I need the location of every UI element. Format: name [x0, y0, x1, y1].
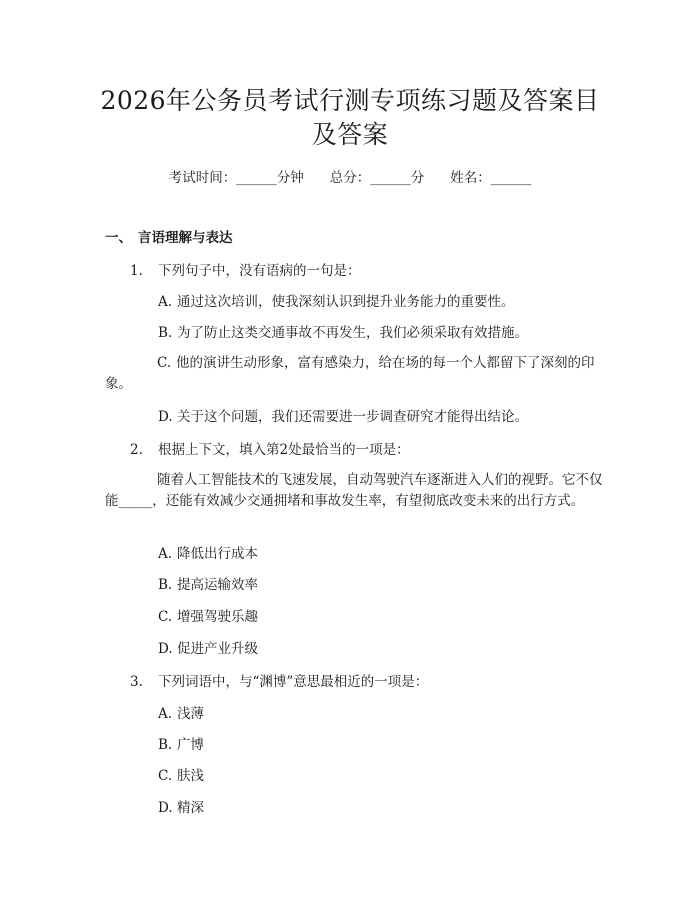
answer-option-wrapped: [105, 353, 605, 395]
answer-option: [158, 293, 515, 311]
question-text: 下列句子中，没有语病的一句是：: [158, 263, 361, 279]
option-text: 关于这个问题，我们还需要进一步调查研究才能得出结论。: [177, 409, 528, 425]
question-stem: [130, 673, 428, 691]
option-text: 他的演讲生动形象，富有感染力，给在场的每一个人都留下了深刻的印象。: [105, 355, 595, 392]
answer-option: [158, 408, 528, 426]
option-letter: B.: [158, 325, 173, 341]
answer-option: [158, 608, 258, 626]
option-text: 广博: [177, 737, 204, 753]
option-letter: D.: [158, 409, 173, 425]
question-text: 下列词语中，与“渊博”意思最相近的一项是：: [158, 674, 429, 690]
answer-option: [158, 736, 204, 754]
question-number: 2.: [130, 442, 143, 458]
option-letter: A.: [158, 546, 173, 562]
option-text: 为了防止这类交通事故不再发生，我们必须采取有效措施。: [177, 325, 528, 341]
answer-option: [158, 576, 258, 594]
option-text: 通过这次培训，使我深刻认识到提升业务能力的重要性。: [177, 294, 515, 310]
answer-option: [158, 767, 204, 785]
option-text: 降低出行成本: [177, 546, 258, 562]
answer-option: [158, 705, 204, 723]
option-letter: D.: [158, 800, 173, 816]
answer-option: [158, 324, 528, 342]
option-letter: D.: [158, 641, 173, 657]
option-letter: A.: [158, 706, 173, 722]
question-passage: [105, 470, 605, 512]
question-stem: [130, 262, 361, 280]
option-text: 肤浅: [177, 768, 204, 784]
question-number: 1.: [130, 263, 143, 279]
question-stem: [130, 441, 410, 459]
passage-text: 随着人工智能技术的飞速发展，自动驾驶汽车逐渐进入人们的视野。它不仅能_____，还能有效减少交通拥堵和事故发生率，有望彻底改变未来的出行方式。: [105, 472, 603, 509]
question-text: 根据上下文，填入第2处最恰当的一项是：: [158, 442, 410, 458]
option-text: 促进产业升级: [177, 641, 258, 657]
answer-option: [158, 545, 258, 563]
exam-score-label: 总分：______分: [329, 170, 425, 186]
section-heading: [105, 229, 233, 247]
answer-option: [158, 799, 204, 817]
option-letter: C.: [157, 355, 172, 371]
document-title: 2026年公务员考试行测专项练习题及答案目及答案: [100, 86, 600, 149]
option-letter: B.: [158, 737, 173, 753]
section-title: 言语理解与表达: [138, 230, 233, 246]
option-letter: B.: [158, 577, 173, 593]
option-text: 增强驾驶乐趣: [177, 609, 258, 625]
option-letter: A.: [158, 294, 173, 310]
question-number: 3.: [130, 674, 143, 690]
exam-time-label: 考试时间：______分钟: [168, 170, 304, 186]
option-text: 浅薄: [177, 706, 204, 722]
option-letter: C.: [158, 609, 173, 625]
exam-name-label: 姓名：______: [450, 170, 532, 186]
option-letter: C.: [158, 768, 173, 784]
option-text: 精深: [177, 800, 204, 816]
answer-option: [158, 640, 258, 658]
section-number: 一、: [105, 230, 132, 246]
exam-info: [0, 169, 700, 187]
option-text: 提高运输效率: [177, 577, 258, 593]
